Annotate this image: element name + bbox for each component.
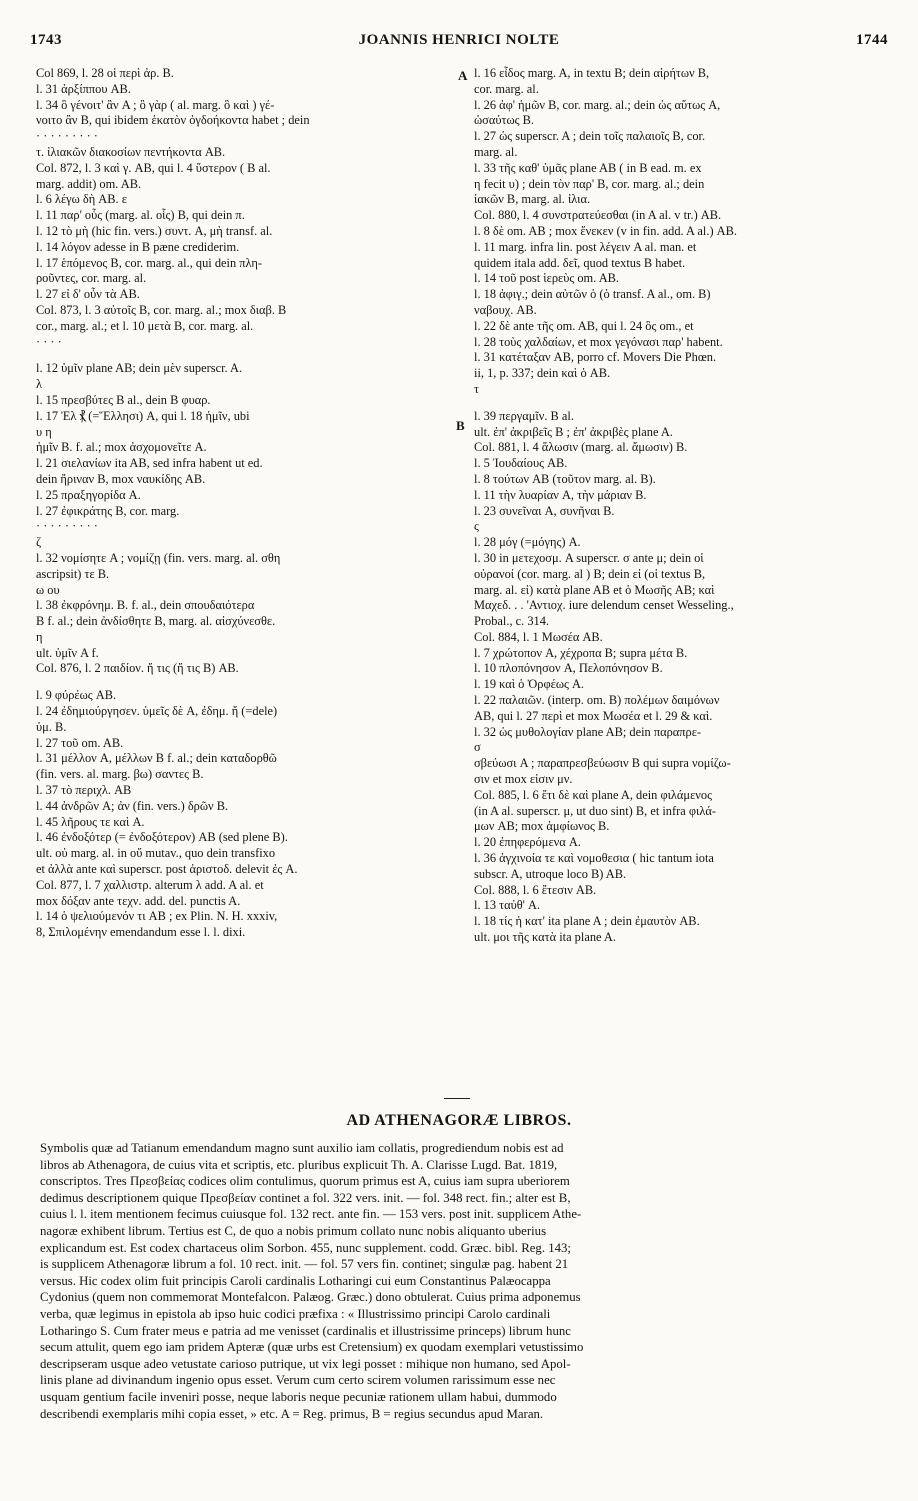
page-number-right: 1744: [856, 32, 888, 48]
running-title: JOANNIS HENRICI NOLTE: [358, 32, 560, 48]
running-header: [30, 32, 888, 58]
text-line: l. 22 δὲ ante τῆς om. AB, qui l. 24 ὃς om., et: [474, 318, 694, 333]
text-line: ὡσαύτως B.: [474, 113, 534, 128]
text-line: τ. ἰλιακῶν διακοσίων πεντήκοντα AB.: [36, 144, 226, 159]
text-line: l. 36 ἀγχινοία τε καὶ νομοθεσια ( hic tantum iota: [474, 851, 714, 866]
text-line: l. 38 ἐκφρόνημ. B. f. al., dein σπουδαιότερα: [36, 598, 255, 613]
text-line: mox δόξαν ante τεχν. add. del. punctis A.: [36, 893, 241, 908]
text-line: descripseram usque adeo vetustate carioso putrique, ut vix legi posset : mihique non humano, sed Apol-: [40, 1356, 571, 1371]
text-line: Col 869, l. 28 oἱ περὶ ἀρ. B.: [36, 66, 174, 80]
text-line: ὑμ. B.: [36, 719, 67, 734]
text-line: nagoræ exhibent librum. Tertius est C, de quo a nobis primum collato nunc nobis aliquanto uberius: [40, 1223, 547, 1238]
text-line: l. 13 ταὐθ' A.: [474, 898, 541, 913]
text-line: σβεύωσι A ; παραπρεσβεύωσιν B qui supra νομίζω-: [474, 756, 731, 771]
text-line: secum attulit, quem ego iam pridem Apteræ (quæ urbs est Cretensium) ex quodam exemplari vetustissimo: [40, 1340, 584, 1355]
text-line: ω ου: [36, 582, 60, 597]
left-column: [36, 66, 454, 1091]
text-line: ult. οὐ marg. al. in οὔ mutav., quo dein transfixo: [36, 846, 276, 861]
text-line: describendi exemplaris mihi copia esset, » etc. A = Reg. primus, B = regius secundus apud Maran.: [40, 1406, 544, 1421]
text-line: l. 31 κατέταξαν AB, porro cf. Movers Die Phœn.: [474, 350, 717, 365]
text-line: marg. al. εἰ) κατὰ plane AB et ὁ Μωσῆς AB; καὶ: [474, 582, 715, 597]
text-line: σιν et mox εἰσιν μν.: [474, 772, 573, 787]
text-line: l. 6 λέγω δὴ AB. ε: [36, 192, 127, 207]
text-line: marg. al.: [474, 144, 518, 159]
margin-letter-a: A: [458, 68, 468, 83]
text-line: cor. marg. al.: [474, 81, 539, 96]
text-line: Lotharingo S. Cum frater meus e patria ad me venisset (cardinalis et illustrissime princeps) librum hunc: [40, 1323, 571, 1338]
text-line: usquam gentium facile inveniri posse, neque laboris neque pecuniæ rationem ullam habui, dummodo: [40, 1389, 557, 1404]
text-line: versus. Hic codex olim fuit principis Caroli cardinalis Lotharingi cui eum Constantinus Palæocappa: [40, 1273, 551, 1288]
text-line: Col. 876, l. 2 παιδίον. ἤ τις (ἤ τις B) AB.: [36, 661, 239, 676]
text-line: cor., marg. al.; et l. 10 μετὰ B, cor. marg. al.: [36, 318, 254, 333]
text-line: ναβουχ. AB.: [474, 302, 537, 317]
text-line: explicandum est. Est codex chartaceus olim Sorbon. 455, nunc supplement. codd. Græc. bibl. Reg. 143;: [40, 1240, 571, 1255]
text-line: Col. 873, l. 3 αὐτοῖς B, cor. marg. al.; mox διαβ. B: [36, 302, 287, 317]
text-line: conscriptos. Tres Πρεσβείας codices olim contulimus, quorum primus est A, cuius iam supra uberiorem: [40, 1174, 570, 1189]
text-line: τ: [474, 381, 479, 396]
text-line: η: [36, 629, 43, 644]
text-line: l. 28 μόγ (=μόγης) A.: [474, 535, 581, 550]
text-line: Col. 888, l. 6 ἔτεσιν AB.: [474, 882, 597, 897]
text-line: λ: [36, 377, 43, 392]
text-line: l. 39 περγαμῖν. B al.: [474, 408, 574, 423]
text-line: l. 8 δὲ om. AB ; mox ἕνεκεν (v in fin. add. A al.) AB.: [474, 223, 737, 238]
text-line: dedimus descriptionem quique Πρεσβείαν continet a fol. 322 vers. init. — fol. 348 rect. fin.; alter est B,: [40, 1190, 571, 1205]
text-line: l. 10 πλοπόνησον A, Πελοπόνησον B.: [474, 661, 663, 676]
text-line: Probal., c. 314.: [474, 614, 550, 629]
text-line: ult. ἐπ' ἀκριβεῖς B ; ἐπ' ἀκριβὲς plane A.: [474, 424, 673, 439]
text-line: οὐρανοί (cor. marg. al ) B; dein εἰ (οἱ textus B,: [474, 566, 706, 581]
text-line: l. 27 τοῦ om. AB.: [36, 735, 124, 750]
text-line: ἡμῖν B. f. al.; mox ἀσχομονεῖτε A.: [36, 440, 207, 455]
text-line: cuius l. l. item mentionem fecimus cuiusque fol. 132 rect. ante fin. — 153 vers. post init. supplicem Athe-: [40, 1207, 582, 1222]
text-line: υ η: [36, 424, 52, 439]
text-line: l. 16 εἶδος marg. A, in textu B; dein αἱρήτων B,: [474, 66, 710, 80]
text-line: l. 37 τὸ περιχλ. AB: [36, 783, 132, 798]
text-line: l. 46 ἐνδοξότερ (= ἐνδοξότερον) AB (sed plene B).: [36, 830, 288, 845]
page-number-left: 1743: [30, 32, 62, 48]
text-line: ascripsit) τε B.: [36, 566, 110, 581]
text-line: ii, 1, p. 337; dein καὶ ὁ AB.: [474, 366, 611, 381]
text-line: l. 17 Ἐλ ⳩ (=Ἕλλησι) A, qui l. 18 ἡμῖν, ubi: [36, 408, 250, 423]
text-line: ult. μοι τῆς κατὰ ita plane A.: [474, 930, 616, 945]
body-paragraph: [40, 1140, 880, 1422]
text-line: libros ab Athenagora, de cuius vita et scriptis, etc. pluribus explicuit Th. A. Clarisse Lugd. Bat. 1819,: [40, 1157, 558, 1172]
text-line: l. 33 τῆς καθ' ὑμᾶς plane AB ( in B ead. m. ex: [474, 160, 702, 175]
text-line: linis plane ad divinandum ingenio opus esset. Verum cum certo scirem volumen rarissimum esse nec: [40, 1373, 556, 1388]
text-line: (in A al. superscr. μ, ut duo sint) B, et infra φιλά-: [474, 803, 716, 818]
text-line: ult. ὑμῖν A f.: [36, 645, 99, 660]
text-line: l. 23 συνεῖναι A, συνῆναι B.: [474, 503, 615, 518]
text-line: l. 27 ὡς superscr. A ; dein τοῖς παλαιοῖς B, cor.: [474, 129, 706, 144]
text-line: l. 8 τούτων AB (τοῦτον marg. al. B).: [474, 471, 656, 486]
text-line: Col. 881, l. 4 ἅλωσιν (marg. al. ἄμωσιν) B.: [474, 440, 688, 455]
text-line: B f. al.; dein ἀνδίσθητε B, marg. al. αἰσχύνεσθε.: [36, 614, 276, 629]
text-line: l. 25 πραξηγορίδα A.: [36, 487, 141, 502]
text-line: Col. 880, l. 4 συνστρατεύεσθαι (in A al. v tr.) AB.: [474, 208, 722, 223]
section-title: AD ATHENAGORÆ LIBROS.: [346, 1112, 572, 1129]
text-line: l. 32 ὡς μυθολογίαν plane AB; dein παραπρε-: [474, 724, 702, 739]
text-line: et ἀλλὰ ante καὶ superscr. post ἀριστοδ. delevit ἐς A.: [36, 862, 298, 877]
text-line: l. 32 νομίσητε A ; νομίζῃ (fin. vers. marg. al. σθη: [36, 550, 281, 565]
text-line: l. 20 ἐπηφερόμενα A.: [474, 835, 581, 850]
text-line: η fecit υ) ; dein τὸν παρ' B, cor. marg. al.; dein: [474, 176, 705, 191]
text-line: ρoῦντες, cor. marg. al.: [36, 271, 147, 286]
text-line: l. 7 χρώτοπον A, χέχροπα B; supra μέτα B.: [474, 645, 688, 660]
text-line: Col. 877, l. 7 χαλλιστρ. alterum λ add. A al. et: [36, 877, 264, 892]
text-line: verba, quæ legimus in epistola ab ipso huic codici præfixa : « Illustrissimo principi Carolo cardinali: [40, 1306, 551, 1321]
text-line: AB, qui l. 27 περὶ et mox Μωσέα et l. 29 & καὶ.: [474, 708, 713, 723]
text-line: l. 11 marg. infra lin. post λέγειν A al. man. et: [474, 239, 697, 254]
text-line: l. 27 εἰ δ' οὖν τὰ AB.: [36, 287, 140, 302]
text-line: l. 22 παλαιῶν. (interp. om. B) πολέμων δαιμόνων: [474, 693, 720, 708]
text-line: (fin. vers. al. marg. βω) σαντες B.: [36, 767, 204, 782]
section-divider: [444, 1098, 470, 1099]
text-line: μων AB; mox ἀμφίωνος B.: [474, 819, 610, 834]
text-line: l. 11 παρ' οὗς (marg. al. οἷς) B, qui dein π.: [36, 208, 245, 223]
text-line: ἰακῶν B, marg. al. ἰλια.: [474, 192, 591, 207]
text-line: l. 26 ἀφ' ἡμῶν B, cor. marg. al.; dein ὡς αὕτως A,: [474, 97, 721, 112]
text-line: l. 9 φύρέως AB.: [36, 688, 117, 703]
text-line: Symbolis quæ ad Tatianum emendandum magno sunt auxilio iam collatis, progrediendum nobis est ad: [40, 1141, 564, 1155]
text-line: · · · ·: [36, 334, 62, 349]
text-line: l. 31 μέλλον A, μέλλων B f. al.; dein καταδορθῶ: [36, 751, 277, 766]
text-line: l. 19 καὶ ὁ Ὀρφέως A.: [474, 677, 585, 692]
text-line: νοιτο ἂν B, qui ibidem ἑκατὸν ὀγδοήκοντα habet ; dein: [36, 113, 310, 128]
text-line: l. 45 λῆρους τε καὶ A.: [36, 814, 145, 829]
text-line: 8, Σπιλομένην emendandum esse l. l. dixi.: [36, 925, 246, 940]
text-line: l. 15 πρεσβύτες B al., dein B φυαρ.: [36, 392, 211, 407]
text-line: Cydonius (quem non commemorat Montefalcon. Palæog. Græc.) dono obtulerat. Cuius prima adponemus: [40, 1290, 581, 1305]
text-line: ς: [474, 519, 479, 534]
text-line: l. 17 ἑπόμενος B, cor. marg. al., qui dein πλη-: [36, 255, 263, 270]
text-line: l. 28 τοὺς χαλδαίων, et mox γεγόνασι παρ' habent.: [474, 334, 723, 349]
right-column: [474, 66, 888, 1091]
text-line: · · · · · · · · ·: [36, 129, 98, 144]
text-line: l. 5 Ἰουδαίους AB.: [474, 456, 568, 471]
text-line: l. 27 ἐφικράτης B, cor. marg.: [36, 503, 180, 518]
text-line: l. 30 in μετεχοσμ. A superscr. σ ante μ; dein οἱ: [474, 550, 704, 565]
text-line: l. 44 ἀνδρῶν A; ἀν (fin. vers.) δρῶν B.: [36, 798, 229, 813]
text-line: Col. 872, l. 3 καὶ γ. AB, qui l. 4 ὕστερον ( B al.: [36, 160, 271, 175]
text-line: l. 14 ὁ ψελιούμενόν τι AB ; ex Plin. N. H. xxxiv,: [36, 909, 278, 924]
text-line: l. 18 ἀφιγ.; dein αὐτῶν ὁ (ὁ transf. A al., om. B): [474, 287, 711, 302]
margin-letter-b: B: [456, 418, 465, 433]
text-line: Col. 884, l. 1 Μωσέα AB.: [474, 629, 603, 644]
text-line: subscr. A, utroque loco B) AB.: [474, 866, 627, 881]
text-line: Μαχεδ. . . 'Αντιοχ. iure delendum censet Wesseling.,: [474, 598, 734, 613]
text-line: ζ: [36, 535, 42, 550]
text-line: l. 14 λόγον adesse in B pæne crediderim.: [36, 239, 240, 254]
text-line: marg. addit) om. AB.: [36, 176, 142, 191]
text-line: Col. 885, l. 6 ἔτι δὲ καὶ plane A, dein φιλάμενος: [474, 787, 712, 802]
text-line: l. 11 τὴν λυαρίαν A, τὴν μάριαν B.: [474, 487, 647, 502]
text-line: dein ἤριναν B, mox ναυκίδης AB.: [36, 471, 206, 486]
text-line: l. 12 τὸ μὴ (hic fin. vers.) συντ. A, μὴ transf. al.: [36, 223, 273, 238]
text-line: l. 24 ἐδημιούργησεν. ὑμεῖς δὲ A, ἐδημ. ἤ (=dele): [36, 704, 278, 719]
text-line: · · · · · · · · ·: [36, 519, 98, 534]
text-line: l. 18 τίς ἡ κατ' ita plane A ; dein ἐμαυτὸν AB.: [474, 914, 700, 929]
text-line: σ: [474, 740, 481, 755]
text-line: l. 14 τοῦ post ἱερεὺς om. AB.: [474, 271, 620, 286]
text-line: l. 31 ἀρξίππου AB.: [36, 81, 131, 96]
text-line: quidem itala add. δεῖ, quod textus B habet.: [474, 255, 686, 270]
text-line: is supplicem Athenagoræ librum a fol. 10 rect. init. — fol. 57 vers fin. continet; singulæ pag. habent 21: [40, 1257, 569, 1272]
text-line: l. 12 ὑμῖν plane AB; dein μὲν superscr. A.: [36, 361, 243, 376]
text-line: l. 34 ὃ γένοιτ' ἂν A ; ὃ γὰρ ( al. marg. ὃ καὶ ) γέ-: [36, 97, 275, 112]
text-line: l. 21 σιελανίων ita AB, sed infra habent ut ed.: [36, 456, 263, 471]
